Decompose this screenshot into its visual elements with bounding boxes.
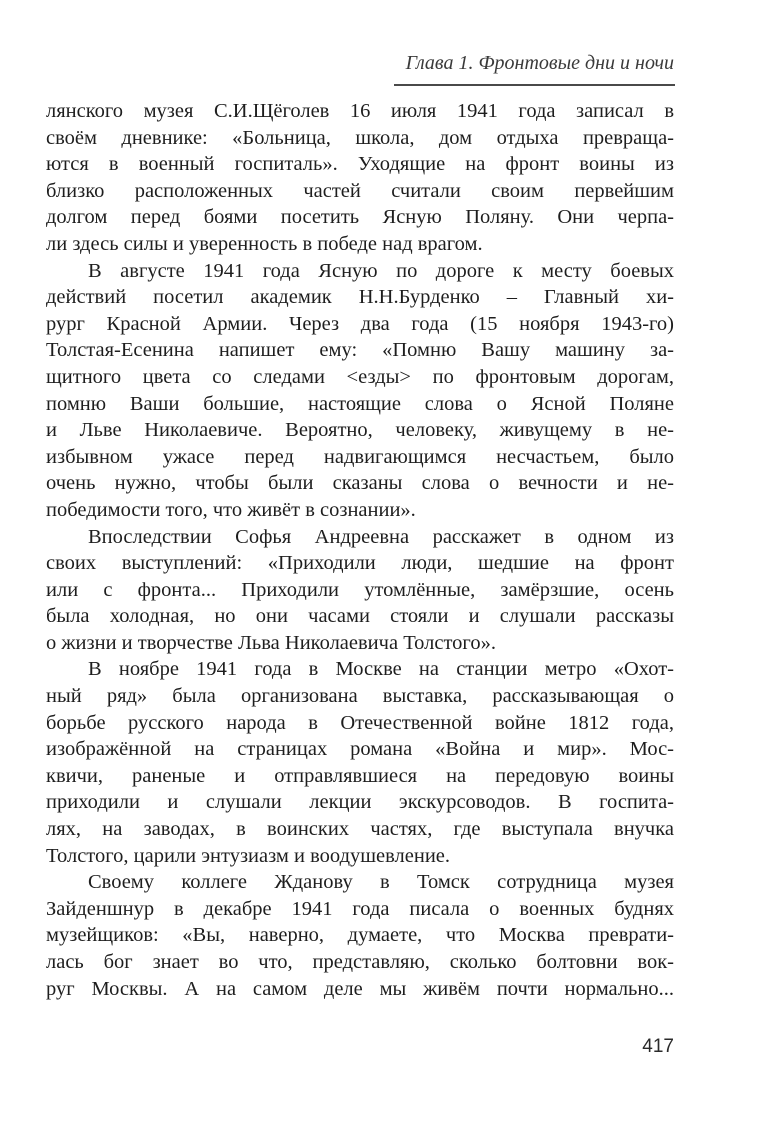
paragraph bbox=[46, 258, 674, 524]
text-line: ются в военный госпиталь». Уходящие на фронт воины из bbox=[46, 153, 674, 176]
text-line: ли здесь силы и уверенность в победе над врагом. bbox=[46, 232, 483, 255]
text-line: Зайденшнур в декабре 1941 года писала о военных буднях bbox=[46, 897, 674, 920]
text-line: борьбе русского народа в Отечественной войне 1812 года, bbox=[46, 711, 674, 734]
page-number: 417 bbox=[642, 1036, 674, 1057]
text-line: действий посетил академик Н.Н.Бурденко – Главный хи- bbox=[46, 286, 674, 309]
text-line: очень нужно, чтобы были сказаны слова о вечности и не- bbox=[46, 472, 674, 495]
paragraph bbox=[46, 869, 674, 1002]
text-line: лянского музея С.И.Щёголев 16 июля 1941 года записал в bbox=[46, 100, 674, 122]
text-line: лях, на заводах, в воинских частях, где выступала внучка bbox=[46, 818, 674, 841]
text-line: долгом перед боями посетить Ясную Поляну. Они черпа- bbox=[46, 206, 674, 229]
text-line: щитного цвета со следами <езды> по фронтовым дорогам, bbox=[46, 365, 674, 388]
text-line: В ноябре 1941 года в Москве на станции метро «Охот- bbox=[88, 658, 674, 681]
text-line: своих выступлений: «Приходили люди, шедшие на фронт bbox=[46, 552, 674, 575]
text-line: или с фронта... Приходили утомлённые, замёрзшие, осень bbox=[46, 578, 674, 601]
text-line: приходили и слушали лекции экскурсоводов. В госпита- bbox=[46, 791, 674, 814]
text-line: помню Ваши большие, настоящие слова о Ясной Поляне bbox=[46, 392, 674, 415]
text-line: Своему коллеге Жданову в Томск сотрудница музея bbox=[88, 871, 674, 894]
text-line: была холодная, но они часами стояли и слушали рассказы bbox=[46, 605, 674, 628]
text-line: своём дневнике: «Больница, школа, дом отдыха превраща- bbox=[46, 126, 674, 149]
text-line: и Льве Николаевиче. Вероятно, человеку, живущему в не- bbox=[46, 419, 674, 442]
text-line: избывном ужасе перед надвигающимся несчастьем, было bbox=[46, 445, 674, 468]
running-header: Глава 1. Фронтовые дни и ночи bbox=[405, 52, 674, 74]
text-line: Впоследствии Софья Андреевна расскажет в одном из bbox=[88, 525, 674, 548]
paragraph bbox=[46, 524, 674, 657]
text-line: квичи, раненые и отправлявшиеся на передовую воины bbox=[46, 764, 674, 787]
text-line: победимости того, что живёт в сознании». bbox=[46, 498, 416, 521]
body-text bbox=[46, 98, 674, 1002]
text-line: руг Москвы. А на самом деле мы живём почти нормально... bbox=[46, 977, 674, 1000]
paragraph bbox=[46, 656, 674, 869]
text-line: В августе 1941 года Ясную по дороге к месту боевых bbox=[88, 259, 674, 282]
text-line: Толстая-Есенина напишет ему: «Помню Вашу машину за- bbox=[46, 339, 674, 362]
text-line: музейщиков: «Вы, наверно, думаете, что Москва преврати- bbox=[46, 924, 674, 947]
text-line: лась бог знает во что, представляю, сколько болтовни вок- bbox=[46, 951, 674, 973]
paragraph bbox=[46, 98, 674, 258]
text-line: близко расположенных частей считали своим первейшим bbox=[46, 179, 674, 202]
text-line: Толстого, царили энтузиазм и воодушевление. bbox=[46, 844, 451, 867]
header-rule bbox=[394, 84, 675, 86]
text-line: ный ряд» была организована выставка, рассказывающая о bbox=[46, 685, 674, 708]
text-line: о жизни и творчестве Льва Николаевича Толстого». bbox=[46, 631, 496, 654]
text-line: рург Красной Армии. Через два года (15 ноября 1943-го) bbox=[46, 312, 674, 335]
text-line: изображённой на страницах романа «Война и мир». Мос- bbox=[46, 738, 674, 761]
